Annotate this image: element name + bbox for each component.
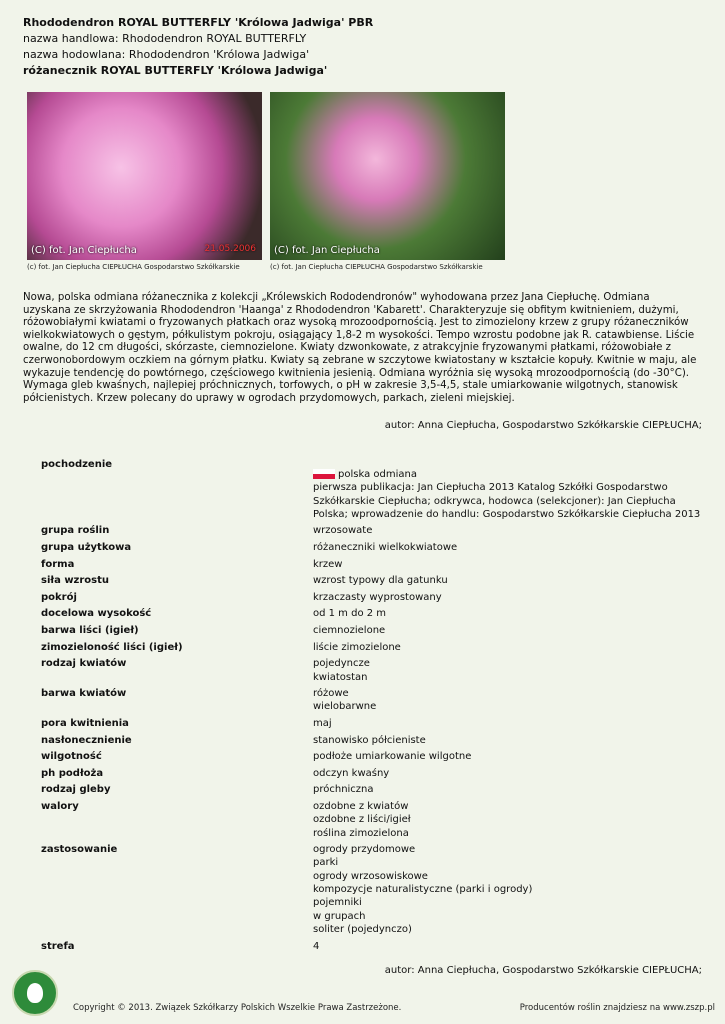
property-row <box>41 541 701 554</box>
property-label: barwa kwiatów <box>41 688 127 700</box>
property-label: zastosowanie <box>41 844 118 856</box>
property-row <box>41 524 701 537</box>
property-row <box>41 750 701 763</box>
property-value <box>313 541 701 554</box>
property-label: barwa liści (igieł) <box>41 625 139 637</box>
property-value-line: parki <box>313 857 339 869</box>
plant-photo-2 <box>270 92 505 260</box>
property-label: rodzaj kwiatów <box>41 658 127 670</box>
property-label: grupa użytkowa <box>41 542 132 554</box>
property-value <box>313 591 701 604</box>
property-value-line: roślina zimozielona <box>313 827 409 839</box>
photo-caption-1: (c) fot. Jan Ciepłucha CIEPŁUCHA Gospodarstwo Szkółkarskie <box>27 263 240 271</box>
property-value <box>313 458 701 521</box>
breeding-name: nazwa hodowlana: Rhododendron 'Królowa Jadwiga' <box>23 48 310 61</box>
property-value <box>313 734 701 747</box>
property-label: rodzaj gleby <box>41 784 111 796</box>
plant-description: Nowa, polska odmiana różanecznika z kolekcji „Królewskich Rododendronów" wyhodowana przez Jana Ciepłuchę. Odmiana uzyskana ze skrzyżowania Rhododendron 'Haanga' z Rhododendron 'Kabarett'. Charakteryzuje się obfitym kwitnieniem, dużymi, różowobiałymi kwiatami o fryzowanych płatkach oraz wysoką mrozoodpornością. Jest to zimozielony krzew z grupy różaneczników wielkokwiatowych o gęstym, półkulistym pokroju, osiągający 1,8-2 m wysokości. Tempo wzrostu podobne jak R. catawbiense. Liście owalne, do 12 cm długości, skórzaste, ciemnozielone. Kwiaty dzwonkowate, z atrakcyjnie fryzowanymi płatkami, różowobiałe z czerwonobordowym oczkiem na górnym płatku. Kwiaty są zebrane w szczytowe kwiatostany w kształcie kopuły. Kwitnie w maju, ale wykazuje tendencję do powtórnego, częściowego kwitnienia jesienią. Odmiana wyróżnia się wysoką mrozoodpornością (do -30°C). Wymaga gleb kwaśnych, najlepiej próchnicznych, torfowych, o pH w zakresie 3,5-4,5, stale umiarkowanie wilgotnych, stanowisk półcienistych. Krzew polecany do uprawy w ogrodach przydomowych, parkach, zieleni miejskiej. <box>23 292 697 404</box>
property-label: pochodzenie <box>41 459 113 470</box>
property-row <box>41 687 701 714</box>
property-value-line: różowe <box>313 688 349 700</box>
property-value <box>313 843 701 936</box>
property-value-line: ogrody przydomowe <box>313 844 416 856</box>
property-value-line: pojemniki <box>313 897 362 909</box>
property-value-line: pojedyncze <box>313 658 370 670</box>
property-value-line: krzew <box>313 558 343 570</box>
property-row <box>41 843 701 936</box>
property-value-line: ozdobne z kwiatów <box>313 800 409 812</box>
property-row <box>41 783 701 796</box>
polish-flag-icon <box>313 469 335 479</box>
property-value-line: ogrody wrzosowiskowe <box>313 870 428 882</box>
property-label: docelowa wysokość <box>41 608 152 620</box>
property-row <box>41 717 701 730</box>
property-value-line: maj <box>313 718 332 730</box>
plant-photo-1 <box>27 92 262 260</box>
origin-details: pierwsza publikacja: Jan Ciepłucha 2013 Katalog Szkółki Gospodarstwo Szkółkarskie Ciepłucha; odkrywca, hodowca (selekcjoner): Jan Ciepłucha Polska; wprowadzenie do handlu: Gospodarstwo Szkółkarskie Ciepłucha 2013 <box>313 482 701 520</box>
property-value <box>313 607 701 620</box>
property-value-line: próchniczna <box>313 784 374 796</box>
property-label: nasłonecznienie <box>41 734 132 746</box>
property-value-line: ozdobne z liści/igieł <box>313 814 411 826</box>
property-row <box>41 641 701 654</box>
property-value <box>313 558 701 571</box>
property-value-line: krzaczasty wyprostowany <box>313 591 442 603</box>
property-row <box>41 591 701 604</box>
property-row <box>41 607 701 620</box>
producers-link[interactable]: Producentów roślin znajdziesz na www.zszp.pl <box>519 1003 715 1013</box>
property-row <box>41 800 701 840</box>
copyright-text: Copyright © 2013. Związek Szkółkarzy Polskich Wszelkie Prawa Zastrzeżone. <box>73 1003 402 1013</box>
property-value-line: w grupach <box>313 910 366 922</box>
property-value-line: od 1 m do 2 m <box>313 608 387 620</box>
quality-mark-logo <box>12 970 58 1016</box>
photo-caption-2: (c) fot. Jan Ciepłucha CIEPŁUCHA Gospodarstwo Szkółkarskie <box>270 263 483 271</box>
property-value-line: podłoże umiarkowanie wilgotne <box>313 751 472 763</box>
property-row <box>41 734 701 747</box>
trade-name: nazwa handlowa: Rhododendron ROYAL BUTTERFLY <box>23 32 307 45</box>
property-value <box>313 717 701 730</box>
author-note-bottom: autor: Anna Ciepłucha, Gospodarstwo Szkółkarskie CIEPŁUCHA; <box>384 965 702 976</box>
property-row <box>41 940 701 953</box>
property-value-line: 4 <box>313 940 320 952</box>
property-value <box>313 750 701 763</box>
property-value <box>313 574 701 587</box>
property-value-line: wrzosowate <box>313 525 373 537</box>
property-value-line: odczyn kwaśny <box>313 767 390 779</box>
property-value <box>313 641 701 654</box>
property-label: ph podłoża <box>41 767 104 779</box>
property-value-line: kompozycje naturalistyczne (parki i ogrody) <box>313 884 533 896</box>
property-value-line: wielobarwne <box>313 701 377 713</box>
property-value <box>313 657 701 684</box>
plant-header <box>23 15 373 79</box>
property-value <box>313 800 701 840</box>
leaf-icon <box>27 983 43 1003</box>
property-row-origin <box>41 458 701 521</box>
property-label: wilgotność <box>41 751 102 763</box>
property-label: siła wzrostu <box>41 575 110 587</box>
property-value <box>313 783 701 796</box>
photo-date: 21.05.2006 <box>204 244 256 254</box>
property-row <box>41 624 701 637</box>
property-label: pora kwitnienia <box>41 718 129 730</box>
property-value-line: ciemnozielone <box>313 625 386 637</box>
plant-full-name: Rhododendron ROYAL BUTTERFLY 'Królowa Jadwiga' PBR <box>23 16 374 29</box>
property-row <box>41 767 701 780</box>
property-value-line: soliter (pojedynczo) <box>313 923 412 935</box>
property-row <box>41 574 701 587</box>
properties-table <box>41 458 701 956</box>
origin-type: polska odmiana <box>338 469 417 480</box>
property-value <box>313 624 701 637</box>
photo-watermark: (C) fot. Jan Ciepłucha <box>274 245 380 256</box>
property-value-line: stanowisko półcieniste <box>313 734 426 746</box>
author-note: autor: Anna Ciepłucha, Gospodarstwo Szkółkarskie CIEPŁUCHA; <box>384 420 702 431</box>
property-value <box>313 940 701 953</box>
property-value-line: różaneczniki wielkokwiatowe <box>313 542 458 554</box>
property-label: pokrój <box>41 591 77 603</box>
property-value-line: wzrost typowy dla gatunku <box>313 575 448 587</box>
property-label: grupa roślin <box>41 525 110 537</box>
property-label: zimozieloność liści (igieł) <box>41 641 183 653</box>
property-label: walory <box>41 800 79 812</box>
photo-watermark: (C) fot. Jan Ciepłucha <box>31 245 137 256</box>
property-value <box>313 767 701 780</box>
property-value-line: kwiatostan <box>313 671 368 683</box>
property-value <box>313 687 701 714</box>
polish-name: różanecznik ROYAL BUTTERFLY 'Królowa Jadwiga' <box>23 64 328 77</box>
property-label: strefa <box>41 940 75 952</box>
property-value <box>313 524 701 537</box>
property-label: forma <box>41 558 75 570</box>
property-row <box>41 657 701 684</box>
property-value-line: liście zimozielone <box>313 641 401 653</box>
property-row <box>41 558 701 571</box>
